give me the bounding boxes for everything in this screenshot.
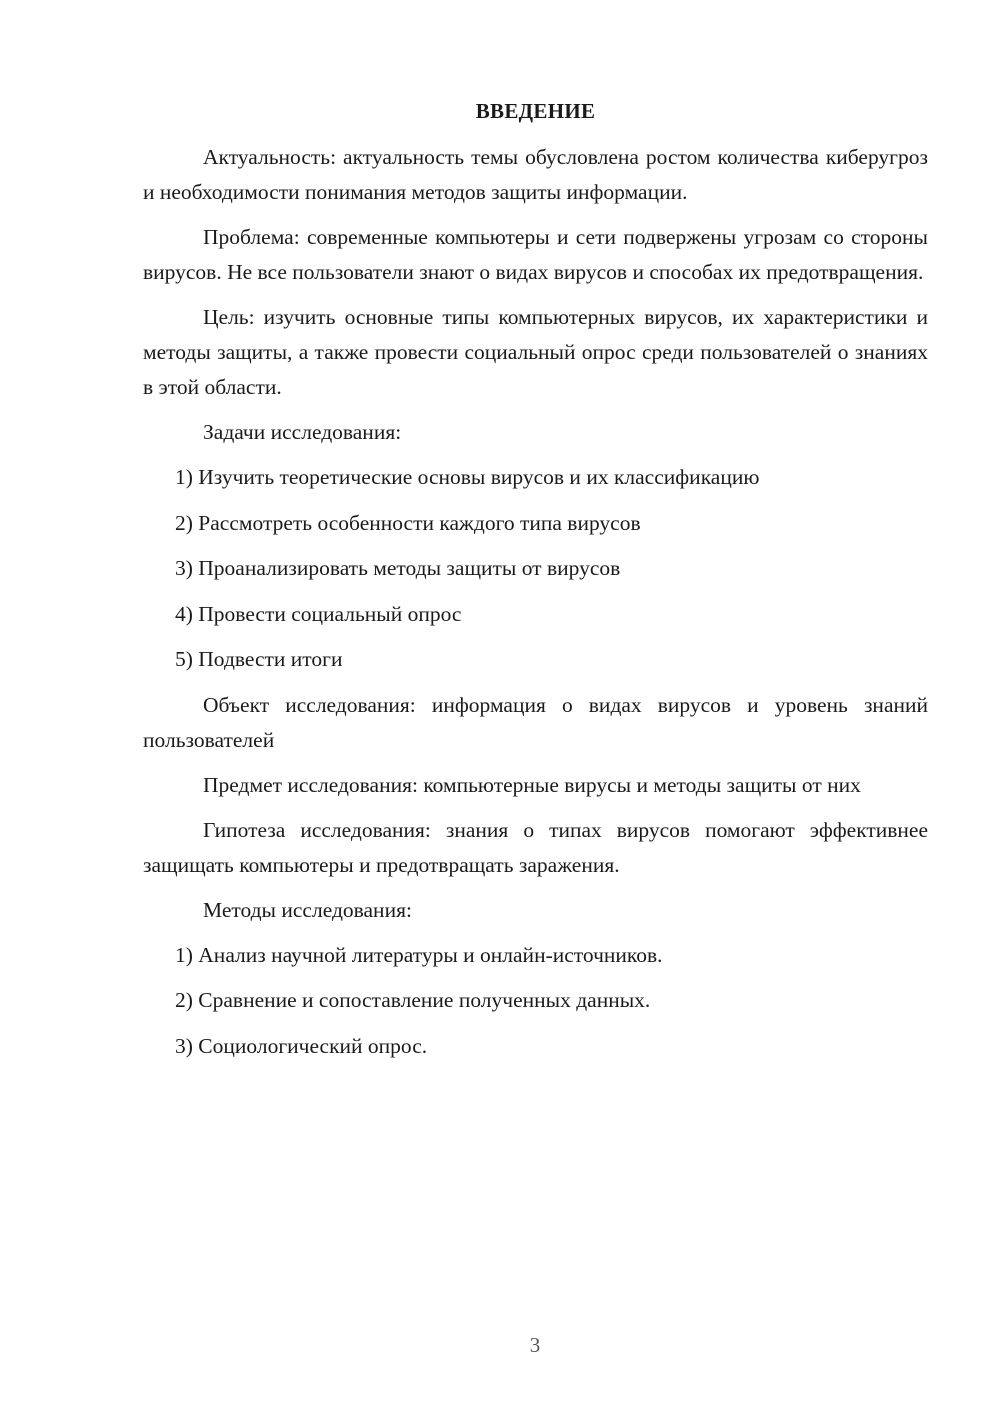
list-item: 1) Анализ научной литературы и онлайн-источников. [175,942,663,967]
hypothesis-paragraph: Гипотеза исследования: знания о типах вирусов помогают эффективнее защищать компьютеры и предотвращать заражения. [143,817,928,877]
relevance-paragraph: Актуальность: актуальность темы обусловлена ростом количества киберугроз и необходимости понимания методов защиты информации. [143,145,928,204]
document-page [143,96,928,1074]
list-item: 2) Сравнение и сопоставление полученных данных. [175,988,651,1012]
problem-paragraph: Проблема: современные компьютеры и сети подвержены угрозам со стороны вирусов. Не все пользователи знают о видах вирусов и способах их предотвращения. [143,225,928,284]
methods-heading: Методы исследования: [203,897,412,922]
page-title: ВВЕДЕНИЕ [475,99,596,123]
object-paragraph: Объект исследования: информация о видах вирусов и уровень знаний пользователей [143,692,928,752]
list-item: 3) Проанализировать методы защиты от вирусов [175,556,621,580]
list-item: 2) Рассмотреть особенности каждого типа вирусов [175,510,641,535]
page-number: 3 [529,1333,541,1357]
list-item: 3) Социологический опрос. [175,1033,428,1058]
tasks-heading: Задачи исследования: [203,420,402,444]
goal-paragraph: Цель: изучить основные типы компьютерных вирусов, их характеристики и методы защиты, а также провести социальный опрос среди пользователей о знаниях в этой области. [143,305,928,399]
list-item: 1) Изучить теоретические основы вирусов и их классификацию [175,465,760,489]
methods-list [143,938,928,1064]
subject-paragraph: Предмет исследования: компьютерные вирусы и методы защиты от них [203,772,861,797]
tasks-list [143,460,928,677]
list-item: 4) Провести социальный опрос [175,601,462,626]
list-item: 5) Подвести итоги [175,647,343,671]
